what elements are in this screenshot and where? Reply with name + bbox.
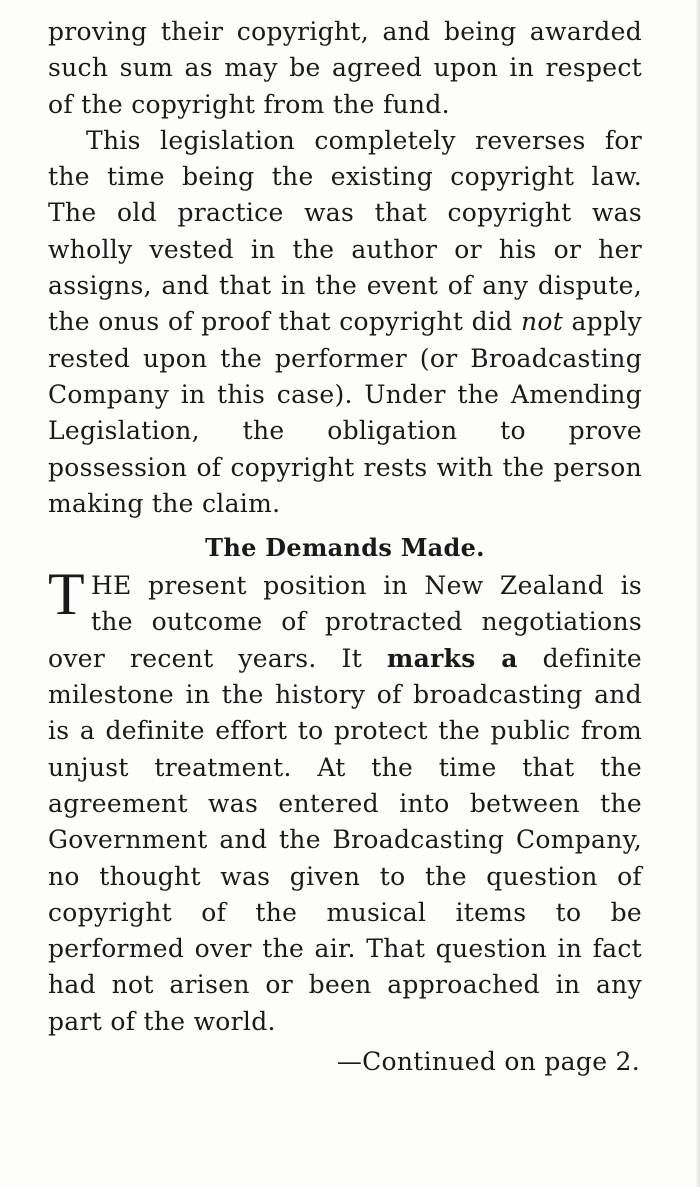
paragraph-present-position — [48, 561, 642, 1040]
page-edge — [696, 0, 700, 1187]
paragraph-copyright-fund: proving their copyright, and being awarded such sum as may be agreed upon in respect of the copyright from the fund. — [48, 17, 642, 119]
drop-cap: T — [48, 561, 85, 628]
paragraph-text: This legislation completely reverses for the time being the existing copyright law. The old practice was that copyright was wholly vested in the author or his or her assigns, and that in the event of any dispute, the onus of proof that copyright did — [48, 125, 642, 337]
paragraph-legislation-reversal — [48, 123, 642, 522]
first-word-rest: HE — [90, 571, 132, 601]
paragraph-text: apply rested upon the performer (or Broadcasting Company in this case). Under the Amending Legislation, the obligation to prove possession of copyright rests with the person making the claim. — [48, 307, 642, 518]
continued-notice: —Continued on page 2. — [336, 1047, 640, 1077]
bold-phrase: marks a — [386, 643, 518, 673]
emphasis-word: not — [520, 307, 564, 337]
paragraph-text: present position in New Zealand is the outcome of protracted negotiations over recent years. It — [48, 571, 642, 673]
article-column — [48, 14, 642, 1080]
section-heading: The Demands Made. — [205, 533, 485, 563]
paragraph-text: definite milestone in the history of broadcasting and is a definite effort to protect the public from unjust treatment. At the time that the agreement was entered into between the Government and the Broadcasting Company, no thought was given to the question of copyright of the musical items to be performed over the air. That question in fact had not arisen or been approached in any part of the world. — [48, 643, 642, 1036]
